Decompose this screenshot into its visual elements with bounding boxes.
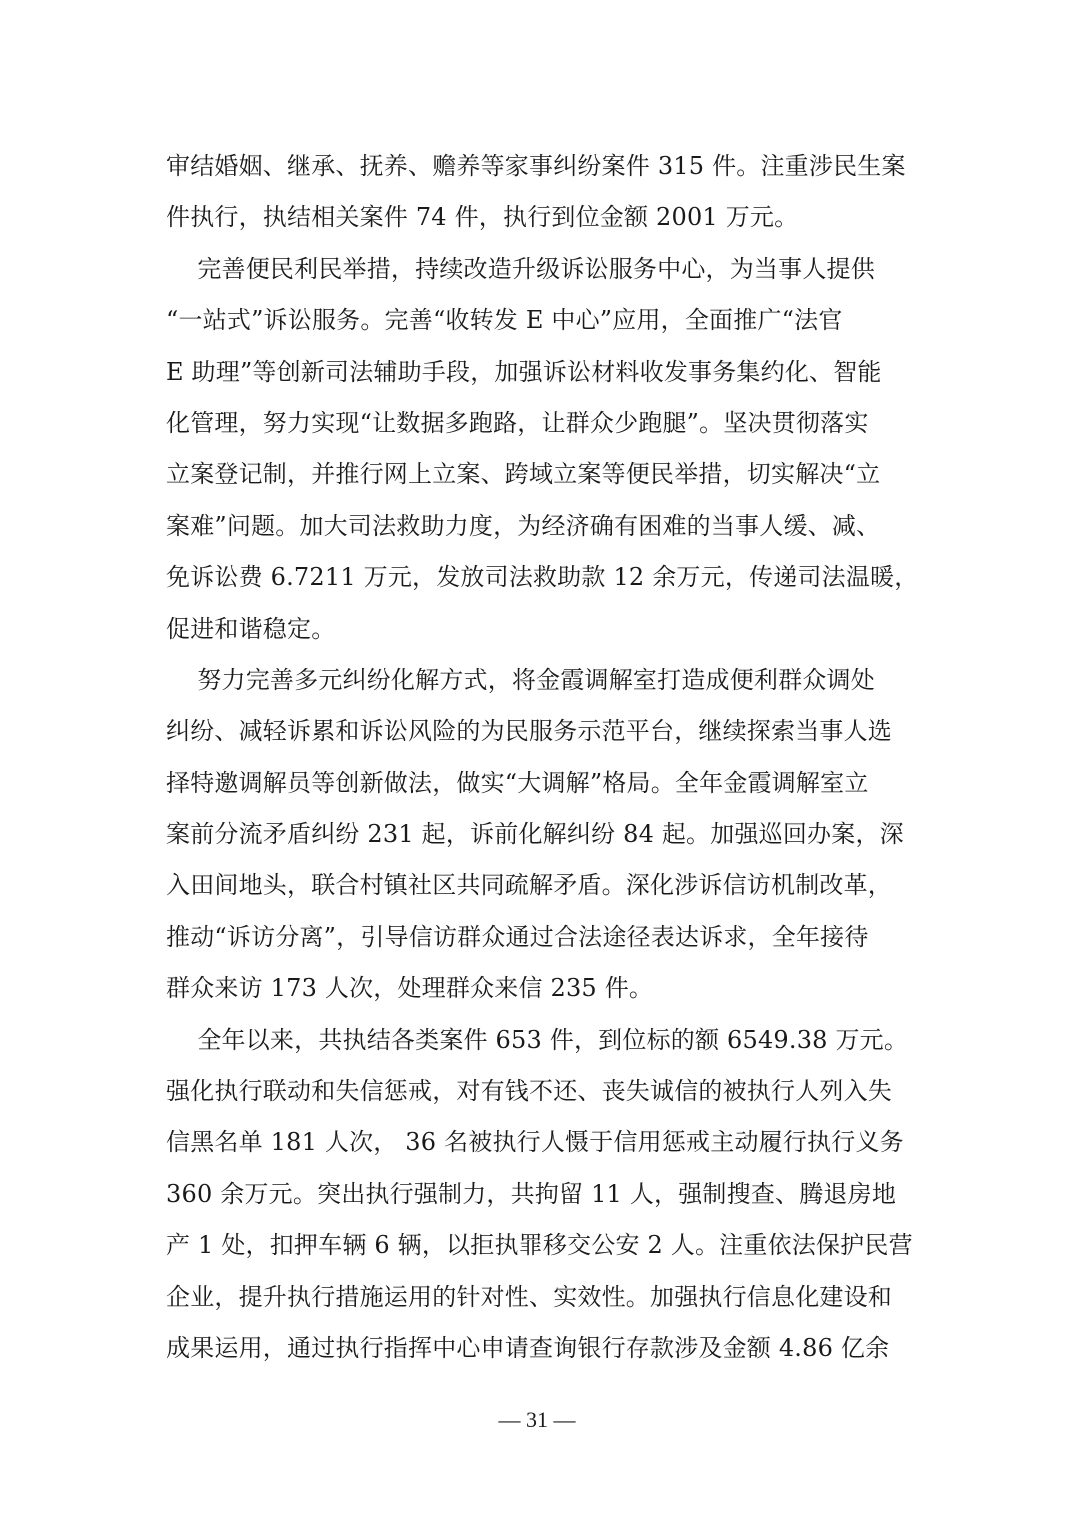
- text-line: E 助理”等创新司法辅助手段，加强诉讼材料收发事务集约化、智能: [166, 357, 882, 386]
- text-line: 全年以来，共执结各类案件 653 件，到位标的额 6549.38 万元。: [166, 1025, 909, 1054]
- text-line: 审结婚姻、继承、抚养、赡养等家事纠纷案件 315 件。注重涉民生案: [166, 152, 906, 180]
- text-line: 360 余万元。突出执行强制力，共拘留 11 人，强制搜查、腾退房地: [166, 1179, 897, 1208]
- text-line: 促进和谐稳定。: [166, 614, 336, 643]
- page-number: — 31 —: [498, 1407, 576, 1432]
- text-line: 成果运用，通过执行指挥中心申请查询银行存款涉及金额 4.86 亿余: [166, 1333, 890, 1362]
- text-line: 产 1 处，扣押车辆 6 辆，以拒执罪移交公安 2 人。注重依法保护民营: [166, 1231, 913, 1260]
- text-line: 企业，提升执行措施运用的针对性、实效性。加强执行信息化建设和: [166, 1282, 892, 1311]
- text-line: 案前分流矛盾纠纷 231 起，诉前化解纠纷 84 起。加强巡回办案，深: [166, 820, 904, 849]
- text-line: 信黑名单 181 人次， 36 名被执行人慑于信用惩戒主动履行执行义务: [166, 1128, 904, 1157]
- text-line: 择特邀调解员等创新做法，做实“大调解”格局。全年金霞调解室立: [166, 768, 869, 797]
- text-line: “一站式”诉讼服务。完善“收转发 E 中心”应用，全面推广“法官: [166, 306, 843, 335]
- text-line: 入田间地头，联合村镇社区共同疏解矛盾。深化涉诉信访机制改革，: [166, 871, 892, 900]
- text-line: 免诉讼费 6.7211 万元，发放司法救助款 12 余万元，传递司法温暖，: [166, 563, 919, 592]
- text-line: 完善便民利民举措，持续改造升级诉讼服务中心，为当事人提供: [166, 254, 875, 283]
- text-line: 努力完善多元纠纷化解方式，将金霞调解室打造成便利群众调处: [166, 665, 875, 694]
- body-text: [166, 141, 919, 1374]
- text-line: 推动“诉访分离”，引导信访群众通过合法途径表达诉求，全年接待: [166, 922, 869, 951]
- text-line: 件执行，执结相关案件 74 件，执行到位金额 2001 万元。: [166, 203, 799, 232]
- text-line: 强化执行联动和失信惩戒，对有钱不还、丧失诚信的被执行人列入失: [166, 1077, 892, 1106]
- text-line: 群众来访 173 人次，处理群众来信 235 件。: [166, 974, 654, 1003]
- text-line: 纠纷、减轻诉累和诉讼风险的为民服务示范平台，继续探索当事人选: [166, 717, 892, 746]
- text-line: 立案登记制，并推行网上立案、跨域立案等便民举措，切实解决“立: [166, 460, 881, 489]
- text-line: 案难”问题。加大司法救助力度，为经济确有困难的当事人缓、减、: [166, 511, 881, 540]
- text-line: 化管理，努力实现“让数据多跑路，让群众少跑腿”。坚决贯彻落实: [166, 408, 869, 437]
